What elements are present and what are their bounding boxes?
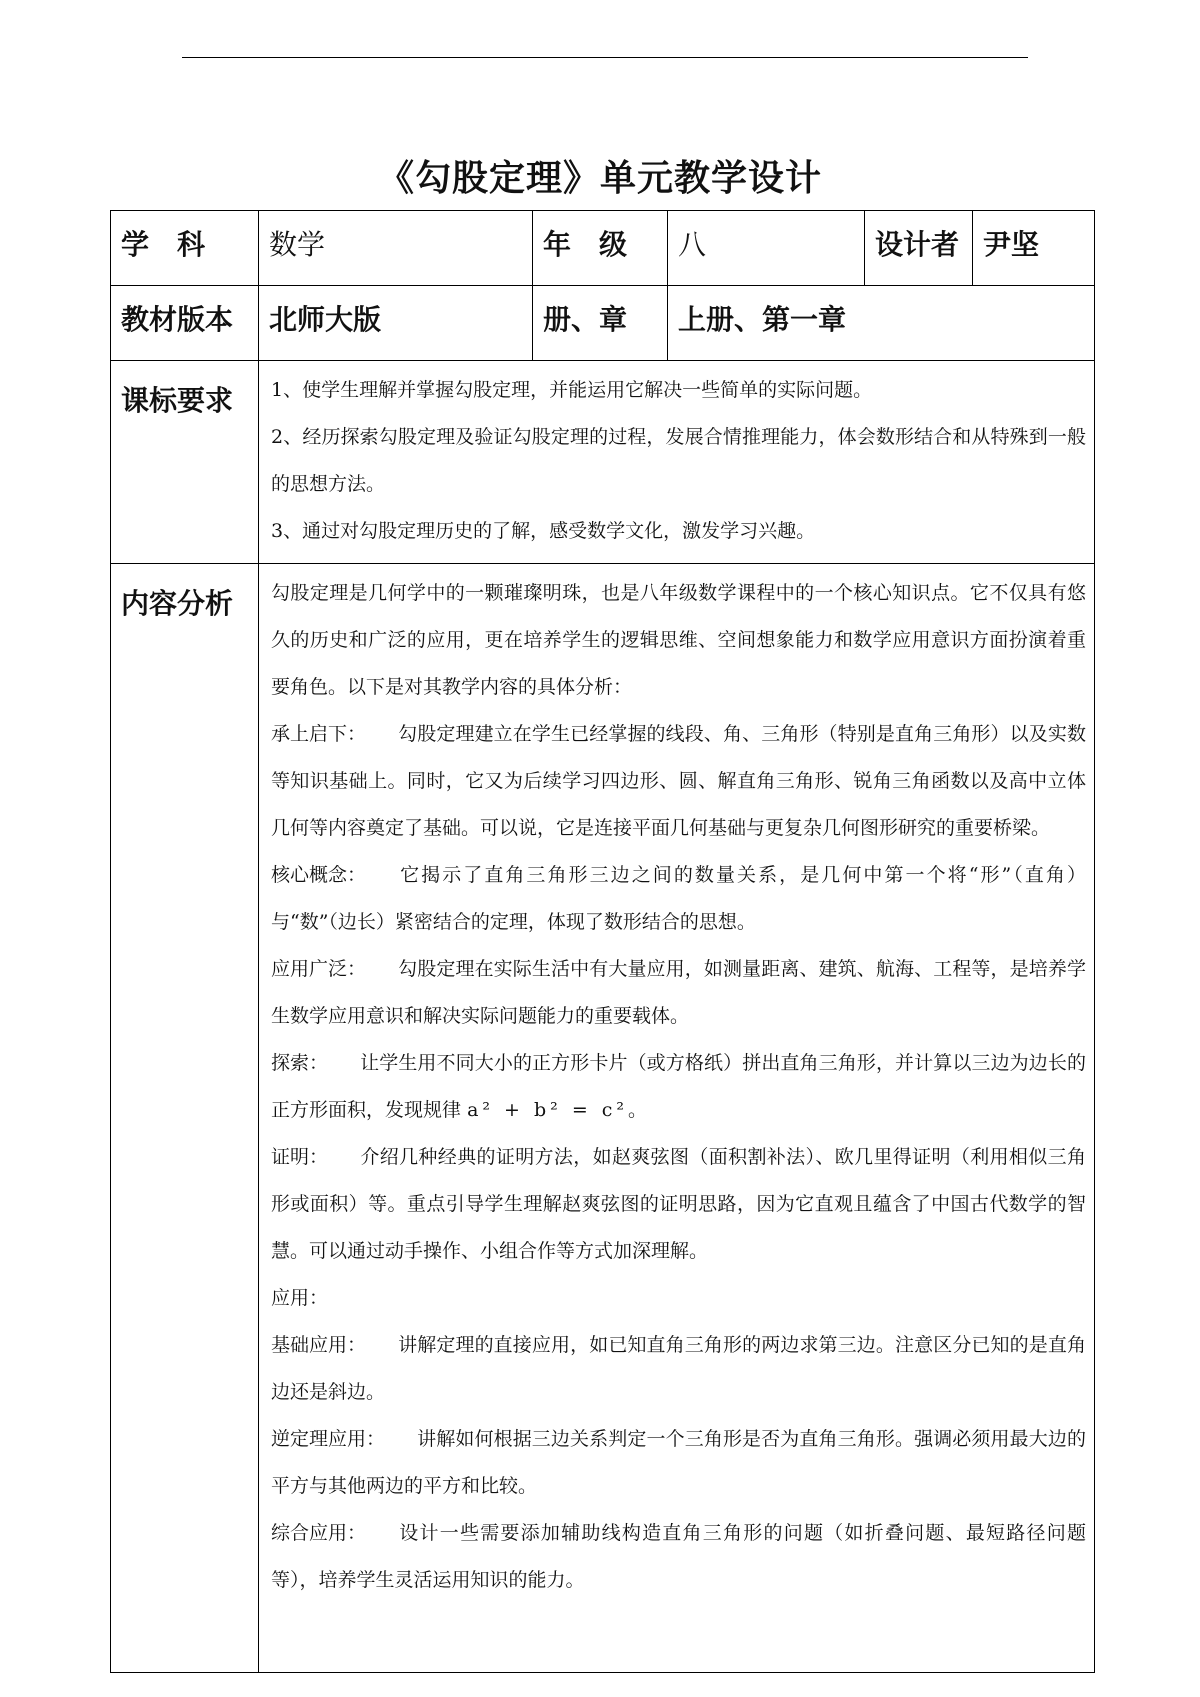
analysis-intro: 勾股定理是几何学中的一颗璀璨明珠，也是八年级数学课程中的一个核心知识点。它不仅具有悠久的历史和广泛的应用，更在培养学生的逻辑思维、空间想象能力和数学应用意识方面扮演着重要角色。以下是对其教学内容的具体分析： [271, 582, 1086, 698]
header-row-2 [111, 286, 1095, 361]
document-title: 《勾股定理》单元教学设计 [377, 157, 822, 199]
analysis-paragraph [271, 711, 1086, 852]
volume-value: 上册、第一章 [668, 286, 1095, 361]
paragraph-text: 勾股定理建立在学生已经掌握的线段、角、三角形（特别是直角三角形）以及实数等知识基础上。同时，它又为后续学习四边形、圆、解直角三角形、锐角三角函数以及高中立体几何等内容奠定了基础。可以说，它是连接平面几何基础与更复杂几何图形研究的重要桥梁。 [271, 723, 1086, 839]
analysis-paragraph [271, 1040, 1086, 1134]
paragraph-label: 证明： [271, 1146, 329, 1168]
analysis-row [111, 564, 1095, 1673]
paragraph-end: 。 [628, 1099, 648, 1121]
designer-label: 设计者 [865, 211, 973, 286]
paragraph-label: 基础应用： [271, 1334, 367, 1356]
paragraph-label: 综合应用： [271, 1522, 367, 1544]
analysis-paragraph [271, 1134, 1086, 1275]
paragraph-text: 勾股定理在实际生活中有大量应用，如测量距离、建筑、航海、工程等，是培养学生数学应用意识和解决实际问题能力的重要载体。 [271, 958, 1086, 1027]
paragraph-label: 探索： [271, 1052, 329, 1074]
paragraph-text: 让学生用不同大小的正方形卡片（或方格纸）拼出直角三角形，并计算以三边为边长的正方形面积，发现规律 [271, 1052, 1086, 1121]
analysis-label: 内容分析 [111, 564, 259, 1673]
header-row-1 [111, 211, 1095, 286]
paragraph-label: 承上启下： [271, 723, 367, 745]
analysis-paragraph [271, 852, 1086, 946]
grade-value: 八 [668, 211, 865, 286]
lesson-design-table [110, 210, 1095, 1673]
paragraph-label: 逆定理应用： [271, 1428, 386, 1450]
analysis-paragraph [271, 946, 1086, 1040]
edition-value: 北师大版 [259, 286, 533, 361]
paragraph-label: 应用广泛： [271, 958, 367, 980]
paragraph-label: 应用： [271, 1287, 329, 1309]
designer-value: 尹坚 [973, 211, 1095, 286]
standards-label: 课标要求 [111, 361, 259, 564]
paragraph-text: 讲解定理的直接应用，如已知直角三角形的两边求第三边。注意区分已知的是直角边还是斜边。 [271, 1334, 1086, 1403]
pythagorean-formula: a² + b² = c² [467, 1099, 629, 1121]
analysis-paragraph [271, 1416, 1086, 1510]
paragraph-text: 它揭示了直角三角形三边之间的数量关系，是几何中第一个将“形”（直角）与“数”（边长）紧密结合的定理，体现了数形结合的思想。 [271, 864, 1086, 933]
standards-row [111, 361, 1095, 564]
standard-item-2: 2、经历探索勾股定理及验证勾股定理的过程，发展合情推理能力，体会数形结合和从特殊到一般的思想方法。 [271, 426, 1086, 495]
grade-label: 年 级 [533, 211, 668, 286]
subject-label: 学 科 [111, 211, 259, 286]
analysis-paragraph [271, 1275, 1086, 1322]
analysis-content [259, 564, 1095, 1673]
standards-content [259, 361, 1095, 564]
volume-label: 册、章 [533, 286, 668, 361]
paragraph-text: 介绍几种经典的证明方法，如赵爽弦图（面积割补法）、欧几里得证明（利用相似三角形或面积）等。重点引导学生理解赵爽弦图的证明思路，因为它直观且蕴含了中国古代数学的智慧。可以通过动手操作、小组合作等方式加深理解。 [271, 1146, 1086, 1262]
standard-item-1: 1、使学生理解并掌握勾股定理，并能运用它解决一些简单的实际问题。 [271, 379, 873, 401]
analysis-paragraph [271, 1322, 1086, 1416]
paragraph-label: 核心概念： [271, 864, 367, 886]
paragraph-text: 讲解如何根据三边关系判定一个三角形是否为直角三角形。强调必须用最大边的平方与其他两边的平方和比较。 [271, 1428, 1086, 1497]
edition-label: 教材版本 [111, 286, 259, 361]
standard-item-3: 3、通过对勾股定理历史的了解，感受数学文化，激发学习兴趣。 [271, 520, 816, 542]
analysis-paragraph [271, 1510, 1086, 1604]
subject-value: 数学 [259, 211, 533, 286]
header-rule [182, 57, 1028, 58]
paragraph-text: 设计一些需要添加辅助线构造直角三角形的问题（如折叠问题、最短路径问题等），培养学生灵活运用知识的能力。 [271, 1522, 1086, 1591]
